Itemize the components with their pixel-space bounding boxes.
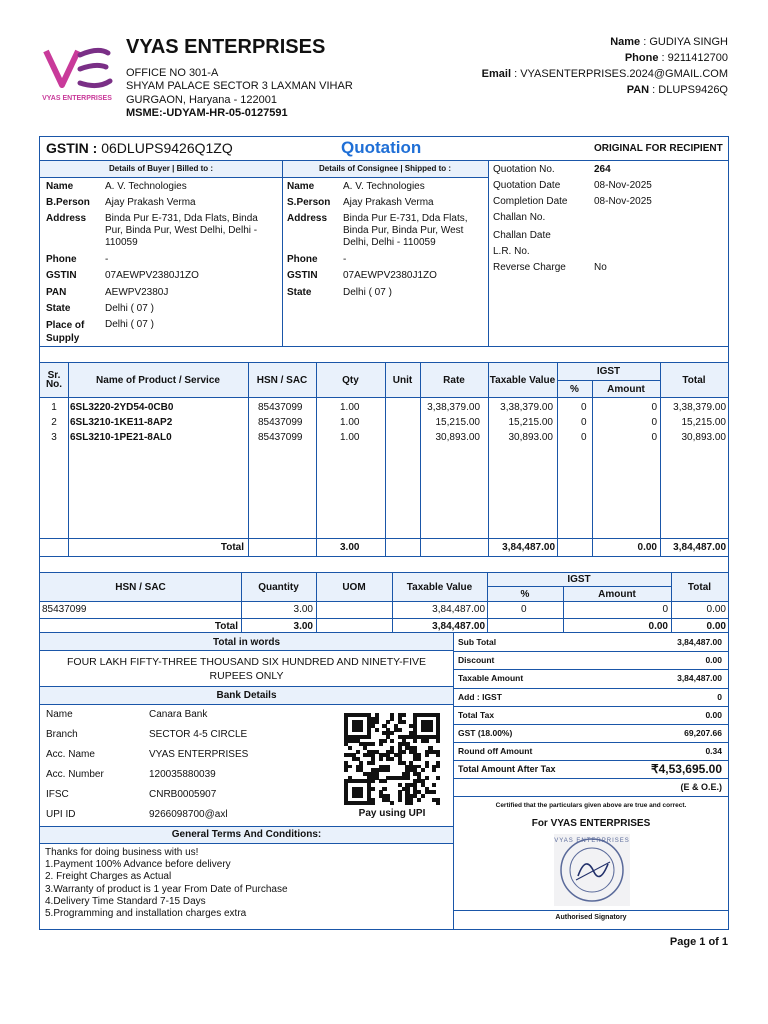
col-product: Name of Product / Service xyxy=(96,375,220,386)
contact-name: Name : GUDIYA SINGH xyxy=(610,36,728,48)
summary-value: 0.00 xyxy=(705,655,722,666)
eoe-label: (E & O.E.) xyxy=(680,782,722,792)
terms-line-5: 4.Delivery Time Standard 7-15 Days xyxy=(45,895,206,907)
summary-label: Total Tax xyxy=(458,709,495,720)
summary-label: Total Amount After Tax xyxy=(458,764,556,775)
quotation-no: 264 xyxy=(594,164,611,175)
hsn-col-total: Total xyxy=(687,582,712,593)
bank-ifsc-label: IFSC xyxy=(46,789,69,800)
consignee-phone: - xyxy=(343,254,347,265)
buyer-address: Binda Pur E-731, Dda Flats, Binda Pur, Binda Pur, West Delhi, Delhi - 110059 xyxy=(105,213,258,248)
buyer-pos: Delhi ( 07 ) xyxy=(105,319,154,330)
logo-caption: VYAS ENTERPRISES xyxy=(42,95,112,102)
consignee-address: Binda Pur E-731, Dda Flats, Binda Pur, Binda Pur, West Delhi, Delhi - 110059 xyxy=(343,213,468,248)
bank-name-label: Name xyxy=(46,709,73,720)
consignee-gstin-label: GSTIN xyxy=(287,270,318,281)
buyer-phone: - xyxy=(105,254,109,265)
item-1-hsn: 85437099 xyxy=(258,402,303,413)
item-3-hsn: 85437099 xyxy=(258,432,303,443)
hsn-row-hsn: 85437099 xyxy=(42,604,87,615)
summary-value: 0 xyxy=(717,691,722,702)
item-1-name: 6SL3220-2YD54-0CB0 xyxy=(70,402,174,413)
terms-line-3: 2. Freight Charges as Actual xyxy=(45,871,172,883)
hsn-row-pct: 0 xyxy=(521,604,527,615)
pay-using-upi-label: Pay using UPI xyxy=(358,808,426,819)
item-2-hsn: 85437099 xyxy=(258,417,303,428)
hsn-row-total: 0.00 xyxy=(706,604,726,615)
bank-upi: 9266098700@axl xyxy=(149,809,228,820)
bank-ifsc: CNRB0005907 xyxy=(149,789,217,800)
hsn-row-qty: 3.00 xyxy=(293,604,313,615)
col-igst: IGST xyxy=(596,366,621,377)
buyer-gstin: 07AEWPV2380J1ZO xyxy=(105,270,199,281)
bank-accno: 120035880039 xyxy=(149,769,216,780)
quotation-date: 08-Nov-2025 xyxy=(594,180,652,191)
summary-label: GST (18.00%) xyxy=(458,728,513,738)
consignee-name-label: Name xyxy=(287,181,315,192)
col-srno: Sr. No. xyxy=(45,370,63,390)
consignee-address-label: Address xyxy=(287,213,328,224)
hsn-total-amount: 0.00 xyxy=(648,621,668,632)
summary-value: 0.34 xyxy=(705,746,722,757)
item-2-total: 15,215.00 xyxy=(681,417,726,428)
item-2-qty: 1.00 xyxy=(340,417,360,428)
col-unit: Unit xyxy=(392,375,413,386)
summary-value: 69,207.66 xyxy=(684,728,722,738)
challan-date-label: Challan Date xyxy=(493,230,551,241)
hsn-total-qty: 3.00 xyxy=(293,621,313,632)
summary-value: 3,84,487.00 xyxy=(677,673,722,684)
item-3-taxable: 30,893.00 xyxy=(508,432,553,443)
buyer-state-label: State xyxy=(46,303,71,314)
item-2-pct: 0 xyxy=(581,417,587,428)
company-address-line-2: SHYAM PALACE SECTOR 3 LAXMAN VIHAR xyxy=(126,80,353,92)
consignee-state-label: State xyxy=(287,287,312,298)
lr-no-label: L.R. No. xyxy=(493,246,530,257)
hsn-col-uom: UOM xyxy=(342,582,366,593)
company-name: VYAS ENTERPRISES xyxy=(126,36,326,58)
gstin-heading: GSTIN : 06DLUPS9426Q1ZQ xyxy=(46,140,233,156)
bank-name: Canara Bank xyxy=(149,709,208,720)
bank-branch-label: Branch xyxy=(46,729,78,740)
item-1-qty: 1.00 xyxy=(340,402,360,413)
item-3-name: 6SL3210-1PE21-8AL0 xyxy=(70,432,172,443)
copy-label: ORIGINAL FOR RECIPIENT xyxy=(594,143,723,154)
reverse-charge: No xyxy=(594,262,607,273)
summary-label: Taxable Amount xyxy=(458,673,524,684)
amount-in-words: FOUR LAKH FIFTY-THREE THOUSAND SIX HUNDRED AND NINETY-FIVE RUPEES ONLY xyxy=(67,656,426,682)
item-3-pct: 0 xyxy=(581,432,587,443)
col-igst-amount: Amount xyxy=(607,384,645,395)
item-1-pct: 0 xyxy=(581,402,587,413)
hsn-total-total: 0.00 xyxy=(706,621,726,632)
items-total-total: 3,84,487.00 xyxy=(673,542,726,553)
item-1-taxable: 3,38,379.00 xyxy=(500,402,553,413)
col-taxable: Taxable Value xyxy=(489,375,556,386)
consignee-name: A. V. Technologies xyxy=(343,181,425,192)
buyer-name-label: Name xyxy=(46,181,74,192)
items-total-label: Total xyxy=(220,542,244,553)
hsn-col-taxable: Taxable Value xyxy=(406,582,473,593)
bank-branch: SECTOR 4-5 CIRCLE xyxy=(149,729,248,740)
item-3-amount: 0 xyxy=(651,432,657,443)
bank-accno-label: Acc. Number xyxy=(46,769,104,780)
bank-accname: VYAS ENTERPRISES xyxy=(149,749,249,760)
consignee-state: Delhi ( 07 ) xyxy=(343,287,392,298)
challan-no-label: Challan No. xyxy=(493,212,546,223)
consignee-header: Details of Consignee | Shipped to : xyxy=(318,164,452,173)
hsn-row-taxable: 3,84,487.00 xyxy=(432,604,485,615)
page-number: Page 1 of 1 xyxy=(669,936,728,948)
summary-value: 0.00 xyxy=(705,709,722,720)
buyer-state: Delhi ( 07 ) xyxy=(105,303,154,314)
terms-line-2: 1.Payment 100% Advance before delivery xyxy=(45,859,231,871)
item-2-amount: 0 xyxy=(651,417,657,428)
item-1-amount: 0 xyxy=(651,402,657,413)
terms-line-4: 3.Warranty of product is 1 year From Date of Purchase xyxy=(45,883,288,895)
terms-line-1: Thanks for doing business with us! xyxy=(45,847,199,858)
item-2-rate: 15,215.00 xyxy=(435,417,480,428)
document-title: Quotation xyxy=(341,138,422,157)
buyer-gstin-label: GSTIN xyxy=(46,270,77,281)
summary-value: ₹4,53,695.00 xyxy=(650,762,722,777)
bank-header: Bank Details xyxy=(216,690,277,701)
hsn-total-label: Total xyxy=(214,621,238,632)
buyer-pan: AEWPV2380J xyxy=(105,287,169,298)
buyer-person: Ajay Prakash Verma xyxy=(105,197,196,208)
buyer-phone-label: Phone xyxy=(46,254,77,265)
item-2-taxable: 15,215.00 xyxy=(508,417,553,428)
hsn-row-amount: 0 xyxy=(662,604,668,615)
item-2-sr: 2 xyxy=(51,417,57,428)
hsn-col-pct: % xyxy=(520,589,530,600)
hsn-col-amount: Amount xyxy=(598,589,636,600)
contact-phone: Phone : 9211412700 xyxy=(624,52,728,64)
words-header: Total in words xyxy=(212,637,281,648)
items-total-taxable: 3,84,487.00 xyxy=(502,542,555,553)
quotation-date-label: Quotation Date xyxy=(493,180,561,191)
consignee-person: Ajay Prakash Verma xyxy=(343,197,434,208)
contact-pan: PAN : DLUPS9426Q xyxy=(626,84,728,96)
item-1-rate: 3,38,379.00 xyxy=(427,402,480,413)
item-1-sr: 1 xyxy=(51,402,57,413)
bank-accname-label: Acc. Name xyxy=(46,749,95,760)
item-3-rate: 30,893.00 xyxy=(435,432,480,443)
stamp-text: VYAS ENTERPRISES xyxy=(554,838,630,844)
items-total-qty: 3.00 xyxy=(340,542,360,553)
buyer-address-label: Address xyxy=(46,213,87,224)
item-1-total: 3,38,379.00 xyxy=(673,402,726,413)
consignee-person-label: S.Person xyxy=(287,197,331,208)
stamp-graphic xyxy=(554,834,630,906)
summary-value: 3,84,487.00 xyxy=(677,637,722,647)
contact-email: Email : VYASENTERPRISES.2024@GMAIL.COM xyxy=(481,68,728,80)
col-rate: Rate xyxy=(443,375,465,386)
summary-label: Round off Amount xyxy=(458,746,533,757)
certification-text: Certified that the particulars given above are true and correct. xyxy=(495,802,687,809)
company-address-line-1: OFFICE NO 301-A xyxy=(126,67,219,79)
hsn-col-qty: Quantity xyxy=(258,582,299,593)
company-logo xyxy=(40,45,114,107)
summary-label: Sub Total xyxy=(458,637,497,647)
company-msme: MSME:-UDYAM-HR-05-0127591 xyxy=(126,107,288,119)
authorised-signatory: Authorised Signatory xyxy=(555,914,627,921)
buyer-name: A. V. Technologies xyxy=(105,181,187,192)
upi-qr-code[interactable] xyxy=(344,713,440,805)
summary-label: Add : IGST xyxy=(458,691,502,702)
consignee-phone-label: Phone xyxy=(287,254,318,265)
company-seal-stamp xyxy=(554,834,630,906)
bank-upi-label: UPI ID xyxy=(46,809,76,820)
completion-date-label: Completion Date xyxy=(493,196,568,207)
hsn-total-taxable: 3,84,487.00 xyxy=(432,621,485,632)
item-3-total: 30,893.00 xyxy=(681,432,726,443)
company-address-line-3: GURGAON, Haryana - 122001 xyxy=(126,94,278,106)
consignee-gstin: 07AEWPV2380J1ZO xyxy=(343,270,437,281)
col-hsn: HSN / SAC xyxy=(256,375,308,386)
terms-line-6: 5.Programming and installation charges extra xyxy=(45,908,247,920)
col-qty: Qty xyxy=(342,375,359,386)
col-total: Total xyxy=(682,375,706,386)
for-company-label: For VYAS ENTERPRISES xyxy=(531,818,651,829)
items-total-amount: 0.00 xyxy=(637,542,657,553)
col-igst-pct: % xyxy=(570,384,579,395)
completion-date: 08-Nov-2025 xyxy=(594,196,652,207)
terms-list xyxy=(45,847,288,920)
item-3-sr: 3 xyxy=(51,432,57,443)
item-3-qty: 1.00 xyxy=(340,432,360,443)
item-2-name: 6SL3210-1KE11-8AP2 xyxy=(70,417,173,428)
hsn-col-igst: IGST xyxy=(567,574,591,585)
buyer-header: Details of Buyer | Billed to : xyxy=(108,164,214,173)
hsn-col-hsn: HSN / SAC xyxy=(115,582,166,593)
quotation-no-label: Quotation No. xyxy=(493,164,555,175)
reverse-charge-label: Reverse Charge xyxy=(493,262,566,273)
buyer-pan-label: PAN xyxy=(46,287,67,298)
buyer-pos-label: Place of Supply xyxy=(46,320,85,344)
terms-header: General Terms And Conditions: xyxy=(171,829,322,840)
buyer-person-label: B.Person xyxy=(46,197,90,208)
summary-label: Discount xyxy=(458,655,495,666)
